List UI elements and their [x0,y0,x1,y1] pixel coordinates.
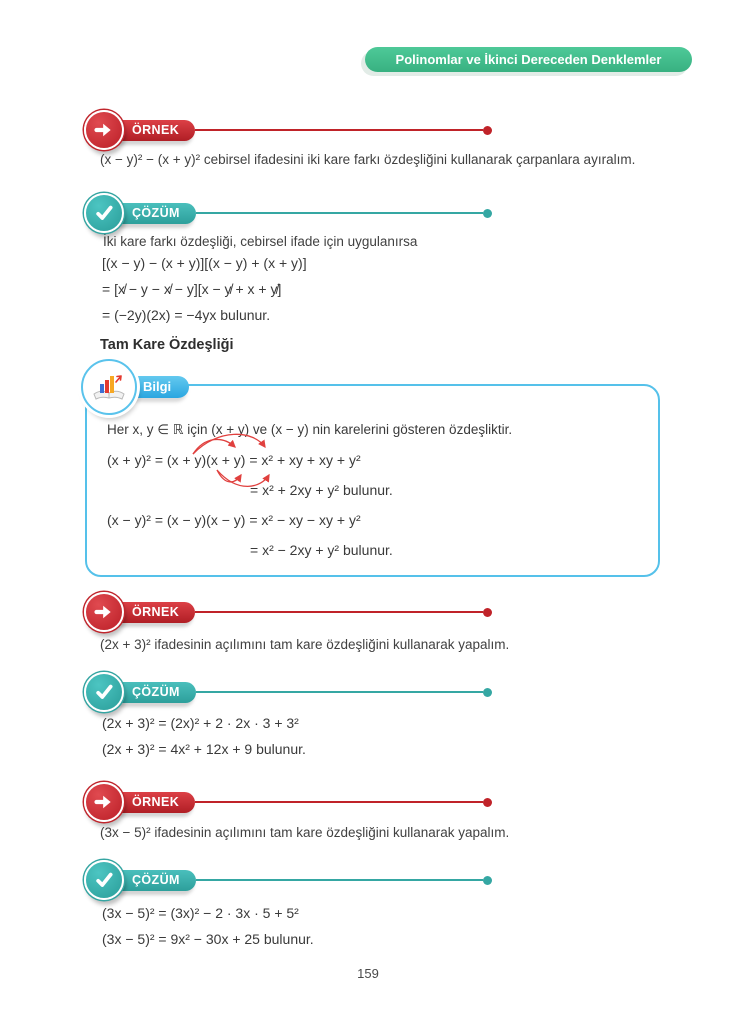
ornek-banner-2 [84,592,492,632]
chapter-header-badge: Polinomlar ve İkinci Dereceden Denklemler [365,47,692,72]
solution1-line2: = [x̸ − y − x̸ − y][x − y̸ + x + y̸] [102,281,282,297]
page-number: 159 [357,966,379,981]
solution1-math [102,250,307,328]
ornek-label: ÖRNEK [110,792,195,813]
solution1-line1: [(x − y) − (x + y)][(x − y) + (x + y)] [102,255,307,271]
cozum-banner-3 [84,860,492,900]
banner-line [195,611,483,613]
bilgi-label: Bilgi [123,376,189,398]
info-line4: = x² − 2xy + y² bulunur. [250,542,393,558]
ornek-label: ÖRNEK [110,120,195,141]
section-heading: Tam Kare Özdeşliği [100,337,234,353]
banner-line [195,129,483,131]
info-line3: (x − y)² = (x − y)(x − y) = x² − xy − xy + y² [107,512,361,528]
solution2-line2: (2x + 3)² = 4x² + 12x + 9 bulunur. [102,741,306,757]
solution1-intro: İki kare farkı özdeşliği, cebirsel ifade için uygulanırsa [103,234,418,249]
solution2-math [102,710,306,762]
example3-statement: (3x − 5)² ifadesinin açılımını tam kare özdeşliğini kullanarak yapalım. [100,825,510,840]
check-icon [84,672,124,712]
line-end-dot [483,126,492,135]
solution3-line1: (3x − 5)² = (3x)² − 2 · 3x · 5 + 5² [102,905,299,921]
line-end-dot [483,688,492,697]
ornek-banner-1 [84,110,492,150]
banner-line [195,801,483,803]
banner-line [196,212,483,214]
info-line2: = x² + 2xy + y² bulunur. [250,482,393,498]
solution3-math [102,900,314,952]
arrow-right-icon [84,782,124,822]
info-box [85,379,660,577]
line-end-dot [483,608,492,617]
line-end-dot [483,209,492,218]
cozum-banner-1 [84,193,492,233]
example1-statement: (x − y)² − (x + y)² cebirsel ifadesini iki kare farkı özdeşliğini kullanarak çarpanlara ayıralım. [100,152,636,167]
cozum-label: ÇÖZÜM [110,870,196,891]
arrow-right-icon [84,592,124,632]
banner-line [196,879,483,881]
ornek-label: ÖRNEK [110,602,195,623]
banner-line [196,691,483,693]
line-end-dot [483,798,492,807]
info-line1: (x + y)² = (x + y)(x + y) = x² + xy + xy + y² [107,452,361,468]
ornek-banner-3 [84,782,492,822]
cozum-banner-2 [84,672,492,712]
solution2-line1: (2x + 3)² = (2x)² + 2 · 2x · 3 + 3² [102,715,299,731]
check-icon [84,860,124,900]
check-icon [84,193,124,233]
line-end-dot [483,876,492,885]
example2-statement: (2x + 3)² ifadesinin açılımını tam kare özdeşliğini kullanarak yapalım. [100,637,510,652]
book-chart-icon [81,359,137,415]
info-badge [81,359,189,415]
cozum-label: ÇÖZÜM [110,682,196,703]
info-intro: Her x, y ∈ ℝ için (x + y) ve (x − y) nin karelerini gösteren özdeşliktir. [107,422,513,437]
arrow-right-icon [84,110,124,150]
solution1-line3: = (−2y)(2x) = −4yx bulunur. [102,307,271,323]
solution3-line2: (3x − 5)² = 9x² − 30x + 25 bulunur. [102,931,314,947]
cozum-label: ÇÖZÜM [110,203,196,224]
